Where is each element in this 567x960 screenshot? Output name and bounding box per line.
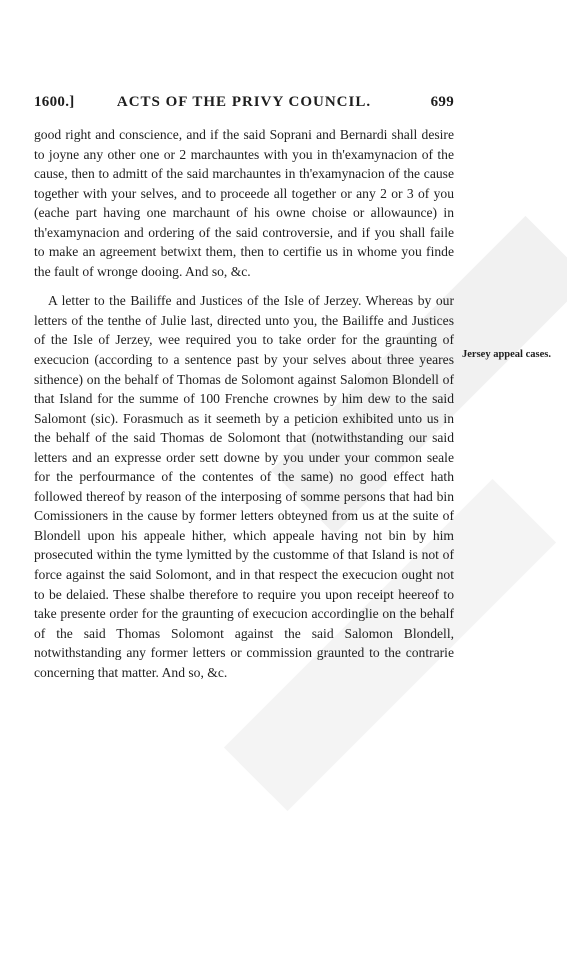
page-number: 699 [430, 94, 454, 110]
body-text [34, 125, 454, 682]
running-header [34, 94, 454, 116]
paragraph-jersey-letter: A letter to the Bailiffe and Justices of the Isle of Jerzey. Whereas by our letters of the tenthe of Julie last, directed unto you, the Bailiffe and Justices of the Isle of Jerzey, wee required you to take order for the graunting of execucion (according to a sentence past by your selves about three yeares sithence) on the behalf of Thomas de Solomont against Salomon Blondell of that Island for the summe of 100 Frenche crownes by him dew to the said Salomont (sic). Forasmuch as it seemeth by a peticion exhibited unto us in the behalf of the said Thomas de Solomont that (notwithstanding our said letters and an expresse order sett downe by you under your common seale for the perfourmance of the contentes of the same) no good effect hath followed thereof by reason of the interposing of somme persons that had bin Comissioners in the cause by former letters obteyned from us at the suite of Blondell upon his appeale hither, which appeale having not bin by him prosecuted within the tyme lymitted by the customme of that Island is not of force against the said Solomont, and in that respect the execucion ought not to be delaied. These shalbe therefore to require you upon receipt heereof to take presente order for the graunting of execucion accordinglie on the behalf of the said Thomas Solomont against the said Salomon Blondell, notwithstanding any former letters or commission graunted to the contrarie concerning that matter. And so, &c. [34, 293, 454, 680]
paragraph-continuation: good right and conscience, and if the said Soprani and Bernardi shall desire to joyne any other one or 2 marchauntes with you in th'examynacion of the cause, then to admitt of the said marchauntes in th'examynacion of the cause together with your selves, and to proceede all together or any 2 or 3 of you (eache part having one marchaunt of his owne choise or allowaunce) in th'examynacion and ordering of the said controversie, and if you shall faile to make an agreement betwixt them, then to certifie us in whome you finde the fault of wronge dooing. And so, &c. [34, 127, 454, 279]
margin-note: Jersey appeal cases. [462, 349, 551, 360]
header-year: 1600.] [34, 94, 75, 110]
header-title: ACTS OF THE PRIVY COUNCIL. [116, 94, 372, 110]
